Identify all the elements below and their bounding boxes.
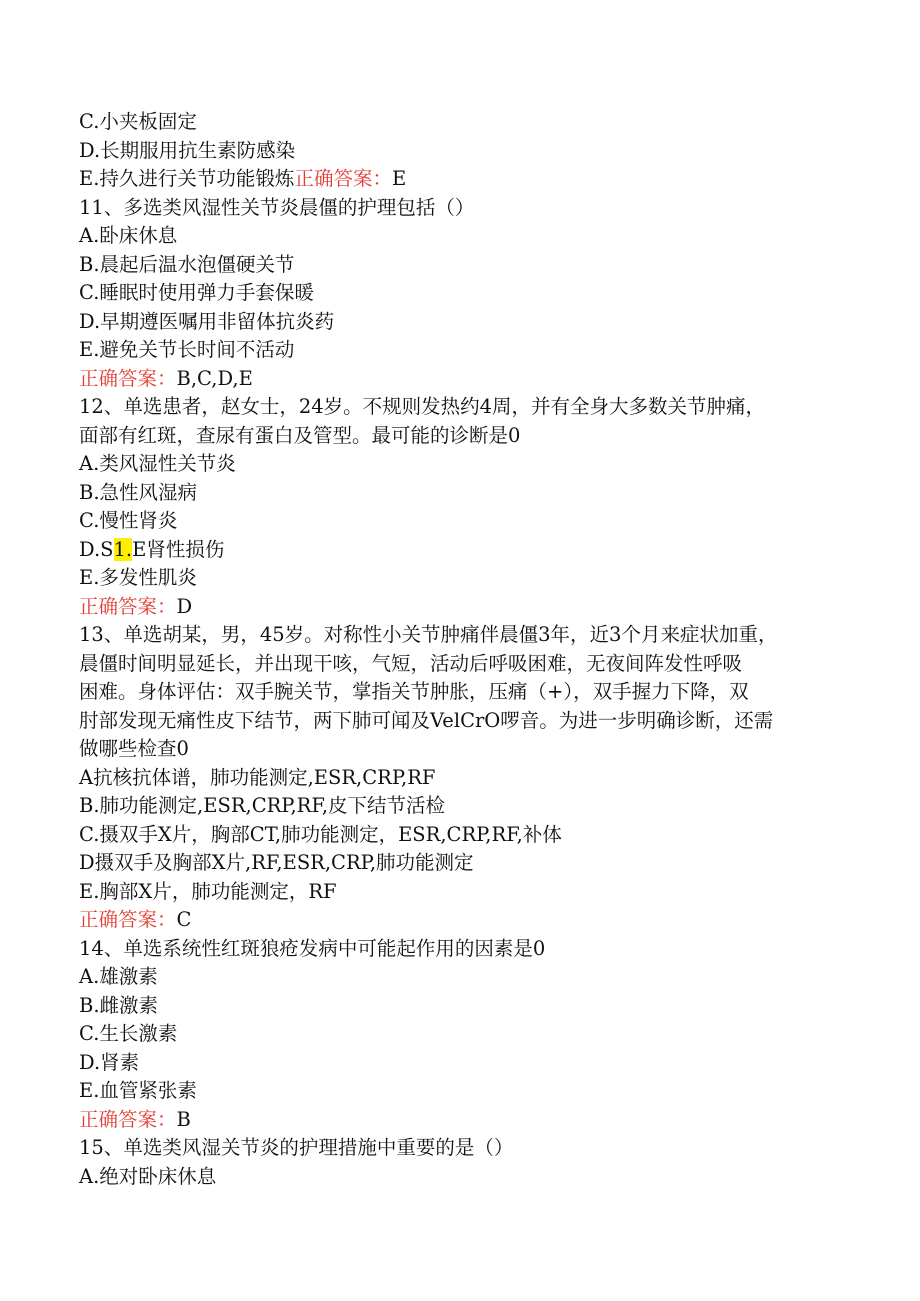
answer-label: 正确答案： xyxy=(79,594,177,618)
question-stem-line: 困难。身体评估：双手腕关节，掌指关节肿胀，压痛（+），双手握力下降，双 xyxy=(79,680,749,703)
answer-value: E xyxy=(391,167,407,190)
option-d: D摄双手及胸部X片,RF,ESR,CRP,肺功能测定 xyxy=(79,851,474,874)
option-b: B.雌激素 xyxy=(79,993,159,1017)
answer-line xyxy=(79,1106,849,1135)
question-stem-line: 晨僵时间明显延长，并出现干咳，气短，活动后呼吸困难，无夜间阵发性呼吸 xyxy=(79,651,743,675)
answer-label: 正确答案： xyxy=(294,167,392,190)
option-b: B.晨起后温水泡僵硬关节 xyxy=(79,252,295,276)
document-content xyxy=(79,108,849,1191)
question-stem-line: 13、单选胡某，男，45岁。对称性小关节肿痛伴晨僵3年，近3个月来症状加重， xyxy=(79,623,778,646)
question-stem-line: 肘部发现无痛性皮下结节，两下肺可闻及VelCrO啰音。为进一步明确诊断，还需 xyxy=(79,708,774,732)
option-b: B.急性风湿病 xyxy=(79,480,198,504)
option-d-suffix: E肾性损伤 xyxy=(132,537,225,561)
option-a: A.卧床休息 xyxy=(79,224,178,247)
option-a: A抗核抗体谱，肺功能测定,ESR,CRP,RF xyxy=(79,765,436,789)
option-e-with-answer xyxy=(79,165,849,194)
option-a: A.雄激素 xyxy=(79,965,158,988)
option-c: C.摄双手X片，胸部CT,肺功能测定，ESR,CRP,RF,补体 xyxy=(79,822,562,846)
answer-value: D xyxy=(176,594,193,618)
answer-value: B xyxy=(176,1107,191,1131)
question-stem-line: 面部有红斑，查尿有蛋白及管型。最可能的诊断是0 xyxy=(79,423,521,447)
answer-label: 正确答案： xyxy=(79,908,177,931)
option-c: C.小夹板固定 xyxy=(79,110,197,133)
question-stem: 11、多选类风湿性关节炎晨僵的护理包括（） xyxy=(79,195,475,219)
answer-line xyxy=(79,593,849,622)
question-stem: 14、单选系统性红斑狼疮发病中可能起作用的因素是0 xyxy=(79,936,546,960)
answer-line xyxy=(79,365,849,394)
answer-value: B,C,D,E xyxy=(176,366,253,390)
option-c: C.生长激素 xyxy=(79,1022,178,1045)
option-d xyxy=(79,536,849,565)
answer-label: 正确答案： xyxy=(79,366,177,390)
option-a: A.类风湿性关节炎 xyxy=(79,452,236,475)
option-e: E.避免关节长时间不活动 xyxy=(79,338,295,361)
answer-line xyxy=(79,906,849,935)
option-d: D.早期遵医嘱用非留体抗炎药 xyxy=(79,309,335,333)
question-stem: 15、单选类风湿关节炎的护理措施中重要的是（） xyxy=(79,1136,514,1159)
option-e: E.多发性肌炎 xyxy=(79,566,197,589)
option-d: D.长期服用抗生素防感染 xyxy=(79,138,296,162)
option-b: B.肺功能测定,ESR,CRP,RF,皮下结节活检 xyxy=(79,794,446,817)
option-a: A.绝对卧床休息 xyxy=(79,1164,217,1188)
option-d: D.肾素 xyxy=(79,1050,140,1074)
option-e: E.持久进行关节功能锻炼 xyxy=(79,167,295,190)
answer-value: C xyxy=(176,908,192,931)
highlighted-text: 1. xyxy=(113,537,133,561)
option-d-prefix: D.S xyxy=(79,537,114,561)
answer-label: 正确答案： xyxy=(79,1107,177,1131)
question-stem-line: 做哪些检查0 xyxy=(79,737,189,760)
option-c: C.睡眠时使用弹力手套保暖 xyxy=(79,281,314,304)
option-c: C.慢性肾炎 xyxy=(79,509,178,532)
question-stem-line: 12、单选患者，赵女士，24岁。不规则发热约4周，并有全身大多数关节肿痛， xyxy=(79,395,766,418)
option-e: E.血管紧张素 xyxy=(79,1079,197,1102)
option-e: E.胸部X片，肺功能测定，RF xyxy=(79,879,337,903)
